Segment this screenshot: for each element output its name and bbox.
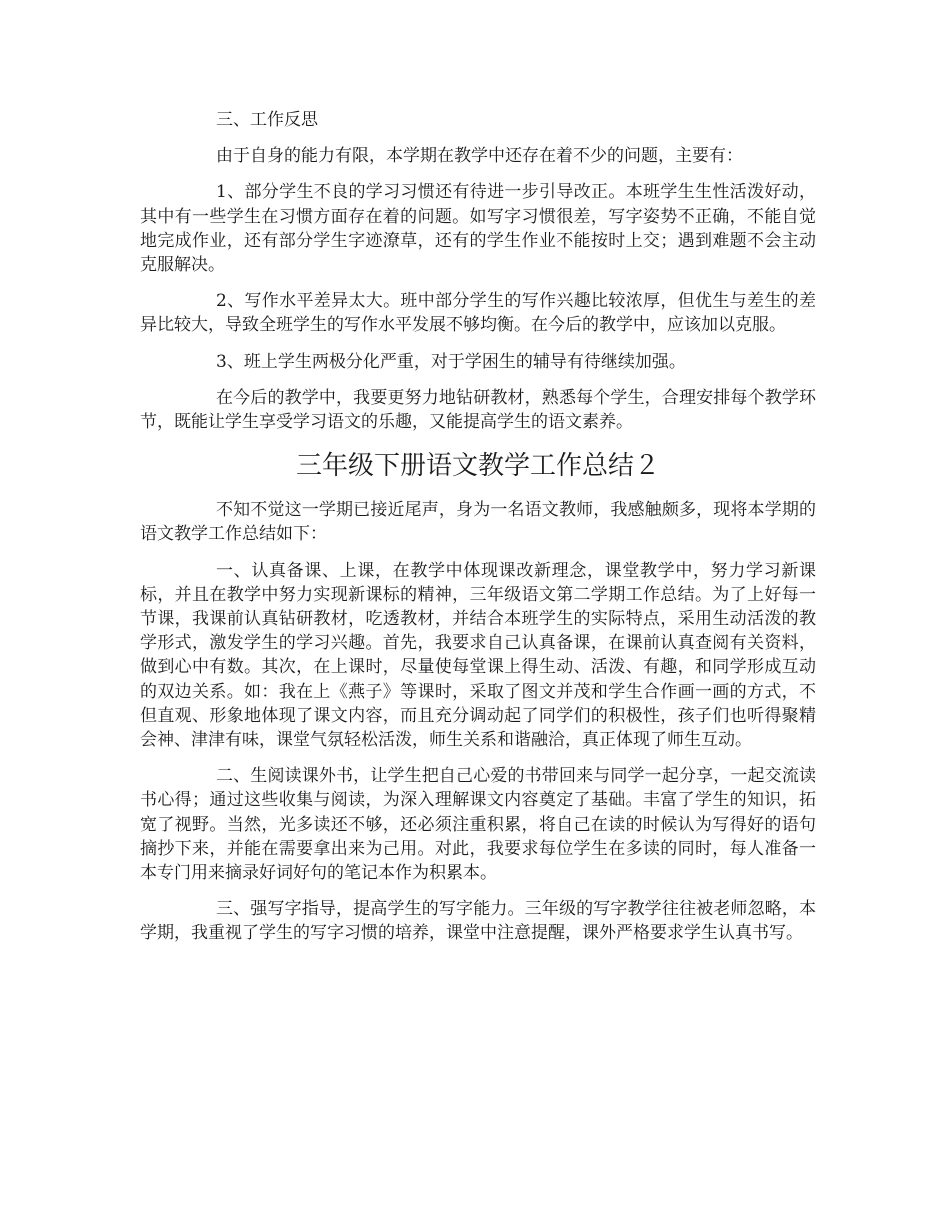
paragraph: 一、认真备课、上课，在教学中体现课改新理念，课堂教学中，努力学习新课标，并且在教学中努力实现新课标的精神，三年级语文第二学期工作总结。为了上好每一节课，我课前认真钻研教材，吃透教材，并结合本班学生的实际特点，采用生动活泼的教学形式，激发学生的学习兴趣。首先，我要求自己认真备课，在课前认真查阅有关资料，做到心中有数。其次，在上课时，尽量使每堂课上得生动、活泼、有趣，和同学形成互动的双边关系。如：我在上《燕子》等课时，采取了图文并茂和学生合作画一画的方式，不但直观、形象地体现了课文内容，而且充分调动起了同学们的积极性，孩子们也听得聚精会神、津津有味，课堂气氛轻松活泼，师生关系和谐融洽，真正体现了师生互动。 xyxy=(140,560,816,751)
paragraph: 在今后的教学中，我要更努力地钻研教材，熟悉每个学生，合理安排每个教学环节，既能让学生享受学习语文的乐趣，又能提高学生的语文素养。 xyxy=(140,387,816,433)
paragraph: 2、写作水平差异太大。班中部分学生的写作兴趣比较浓厚，但优生与差生的差异比较大，导致全班学生的写作水平发展不够均衡。在今后的教学中，应该加以克服。 xyxy=(140,291,816,336)
paragraph: 二、生阅读课外书，让学生把自己心爱的书带回来与同学一起分享，一起交流读书心得；通过这些收集与阅读，为深入理解课文内容奠定了基础。丰富了学生的知识，拓宽了视野。当然，光多读还不够，还必须注重积累，将自己在读的时候认为写得好的语句摘抄下来，并能在需要拿出来为己用。对此，我要求每位学生在多读的同时，每人准备一本专门用来摘录好词好句的笔记本作为积累本。 xyxy=(140,766,816,884)
paragraph: 1、部分学生不良的学习习惯还有待进一步引导改正。本班学生生性活泼好动，其中有一些学生在习惯方面存在着的问题。如写字习惯很差，写字姿势不正确，不能自觉地完成作业，还有部分学生字迹潦草，还有的学生作业不能按时上交；遇到难题不会主动克服解决。 xyxy=(140,182,816,276)
paragraph: 三、强写字指导，提高学生的写字能力。三年级的写字教学往往被老师忽略，本学期，我重视了学生的写字习惯的培养，课堂中注意提醒，课外严格要求学生认真书写。 xyxy=(140,899,816,944)
paragraph: 由于自身的能力有限，本学期在教学中还存在着不少的问题，主要有： xyxy=(216,146,743,167)
document-body xyxy=(140,108,816,958)
paragraph: 3、班上学生两极分化严重，对于学困生的辅导有待继续加强。 xyxy=(216,351,686,372)
document-title: 三年级下册语文教学工作总结２ xyxy=(295,451,660,482)
section-heading: 三、工作反思 xyxy=(216,110,318,130)
paragraph: 不知不觉这一学期已接近尾声，身为一名语文教师，我感触颇多，现将本学期的语文教学工作总结如下： xyxy=(140,500,816,545)
